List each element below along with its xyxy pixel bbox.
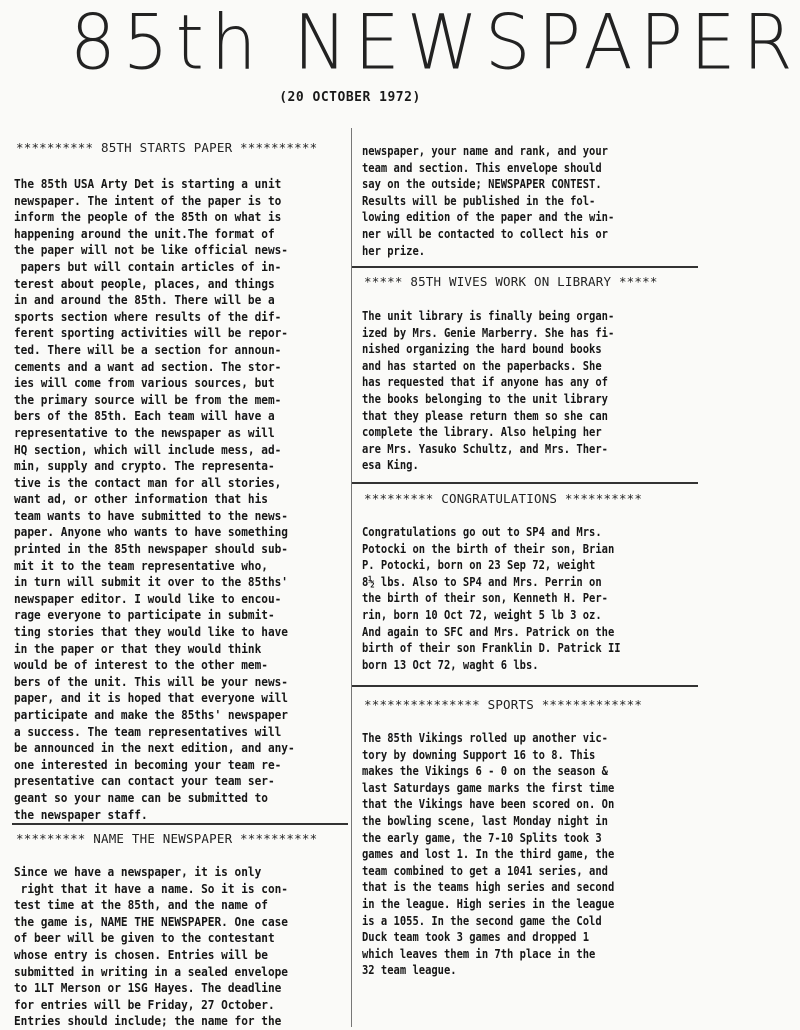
- column-divider: [351, 128, 352, 1027]
- article-heading-sports: *************** SPORTS *************: [364, 697, 643, 712]
- section-rule: [12, 823, 348, 825]
- masthead-title: 85th NEWSPAPER: [70, 0, 800, 87]
- article-heading-congratulations: ********* CONGRATULATIONS **********: [364, 491, 643, 506]
- article-body-wives-library: The unit library is finally being organ- ized by Mrs. Genie Marberry. She has fi- nished organizing the hard bound books and has started on the paperbacks. She has requested that if anyone has any of the books belonging to the unit library that they please return them so she can complete the library. Also helping her are Mrs. Yasuko Schultz, and Mrs. Ther- esa King.: [362, 308, 615, 473]
- article-body-starts-paper: The 85th USA Arty Det is starting a unit newspaper. The intent of the paper is to inform the people of the 85th on what is happening around the unit.The format of the paper will not be like official news- papers but will contain articles of in- terest about people, places, and things in and around the 85th. There will be a sports section where results of the dif- ferent sporting activities will be repor- ted. There will be a section for announ- cements and a want ad section. The stor- ies will come from various sources, but the primary source will be from the mem- bers of the 85th. Each team will have a representative to the newspaper as will HQ section, which will include mess, ad- min, supply and crypto. The representa- tive is the contact man for all stories, want ad, or other information that his team wants to have submitted to the news- paper. Anyone who wants to have something printed in the 85th newspaper should sub- mit it to the team representative who, in turn will submit it over to the 85ths' newspaper editor. I would like to encou- rage everyone to participate in submit- ting stories that they would like to have in the paper or that they would think would be of interest to the other mem- bers of the unit. This will be your news- paper, and it is hoped that everyone will participate and make the 85ths' newspaper a success. The team representatives will be announced in the next edition, and any- one interested in becoming your team re- presentative can contact your team ser- geant so your name can be submitted to the newspaper staff.: [14, 176, 295, 822]
- article-heading-starts-paper: ********** 85TH STARTS PAPER **********: [16, 140, 318, 155]
- article-heading-name-newspaper: ********* NAME THE NEWSPAPER **********: [16, 831, 318, 846]
- masthead: [0, 0, 800, 118]
- article-body-sports: The 85th Vikings rolled up another vic- tory by downing Support 16 to 8. This makes the Vikings 6 - 0 on the season & last Saturdays game marks the first time that the Vikings have been scored on. On the bowling scene, last Monday night in the early game, the 7-10 Splits took 3 games and lost 1. In the third game, the team combined to get a 1041 series, and that is the teams high series and second in the league. High series in the league is a 1055. In the second game the Cold Duck team took 3 games and dropped 1 which leaves them in 7th place in the 32 team league.: [362, 730, 615, 978]
- section-rule: [352, 685, 698, 687]
- article-body-name-continued: newspaper, your name and rank, and your team and section. This envelope should say on the outside; NEWSPAPER CONTEST. Results will be published in the fol- lowing edition of the paper and the win- ner will be contacted to collect his or her prize.: [362, 143, 615, 258]
- article-heading-wives-library: ***** 85TH WIVES WORK ON LIBRARY *****: [364, 274, 658, 289]
- issue-date: (20 OCTOBER 1972): [279, 90, 421, 105]
- section-rule: [352, 266, 698, 268]
- article-body-name-newspaper: Since we have a newspaper, it is only right that it have a name. So it is con- test time at the 85th, and the name of the game is, NAME THE NEWSPAPER. One case of beer will be given to the contestant whose entry is chosen. Entries will be submitted in writing in a sealed envelope to 1LT Merson or 1SG Hayes. The deadline for entries will be Friday, 27 October. Entries should include; the name for the: [14, 864, 289, 1029]
- article-body-congratulations: Congratulations go out to SP4 and Mrs. Potocki on the birth of their son, Brian P. Potocki, born on 23 Sep 72, weight 8½ lbs. Also to SP4 and Mrs. Perrin on the birth of their son, Kenneth H. Per- rin, born 10 Oct 72, weight 5 lb 3 oz. And again to SFC and Mrs. Patrick on the birth of their son Franklin D. Patrick II born 13 Oct 72, waght 6 lbs.: [362, 524, 621, 672]
- section-rule: [352, 482, 698, 484]
